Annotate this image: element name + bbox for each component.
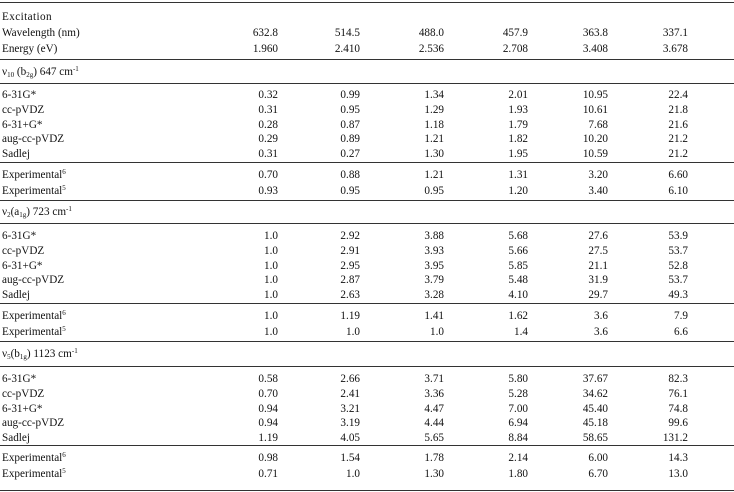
table-cell: 337.1: [662, 27, 688, 39]
row-label-text: Sadlej: [2, 432, 30, 445]
table-title: Excitation: [2, 11, 52, 23]
table-cell: 6.70: [588, 468, 608, 480]
table-cell: 21.2: [668, 148, 688, 161]
theory-row: [0, 147, 734, 161]
wavelength-row: [0, 26, 734, 40]
row-label: [2, 467, 66, 481]
table-cell: 1.0: [264, 230, 278, 242]
table-cell: 5.68: [508, 230, 528, 242]
symmetry-close: ): [26, 348, 34, 360]
experimental-row: [0, 451, 734, 465]
table-cell: 3.71: [424, 373, 444, 385]
unit-exponent: -1: [72, 65, 79, 73]
experimental-row: [0, 309, 734, 323]
table-cell: 7.00: [508, 402, 528, 415]
table-cell: 10.20: [582, 133, 608, 146]
table-cell: 27.6: [588, 230, 608, 242]
mode-index: 2: [7, 211, 11, 219]
table-cell: 1.80: [508, 468, 528, 480]
row-label: [2, 147, 30, 161]
table-cell: 1.20: [508, 185, 528, 197]
table-cell: 2.63: [340, 289, 360, 302]
table-cell: 3.79: [424, 274, 444, 287]
experimental-rule: [0, 162, 734, 163]
theory-row: [0, 88, 734, 102]
row-label-text: 6-31G*: [2, 89, 37, 101]
table-cell: 2.410: [334, 43, 360, 55]
table-cell: 1.34: [424, 89, 444, 101]
table-cell: 1.0: [264, 326, 278, 338]
theory-row: [0, 244, 734, 258]
table-cell: 0.70: [258, 387, 278, 400]
table-cell: 1.0: [264, 244, 278, 257]
table-cell: 0.70: [258, 169, 278, 181]
section-end-rule: [0, 200, 734, 201]
table-cell: 1.0: [264, 274, 278, 287]
row-label: [2, 168, 66, 182]
table-cell: 3.19: [340, 417, 360, 430]
table-cell: 3.95: [424, 259, 444, 272]
table-cell: 0.94: [258, 417, 278, 430]
experimental-row: [0, 467, 734, 481]
table-cell: 4.47: [424, 402, 444, 415]
table-cell: 3.88: [424, 230, 444, 242]
table-cell: 0.87: [340, 118, 360, 131]
experimental-row: [0, 325, 734, 339]
theory-row: [0, 416, 734, 430]
table-cell: 3.28: [424, 289, 444, 302]
mode-frequency: 647 cm: [39, 66, 73, 78]
table-cell: 1.79: [508, 118, 528, 131]
theory-row: [0, 372, 734, 386]
header-rule: [0, 59, 734, 60]
table-cell: 0.99: [340, 89, 360, 101]
table-cell: 363.8: [582, 27, 608, 39]
table-cell: 13.0: [668, 468, 688, 480]
experimental-row: [0, 184, 734, 198]
row-label: [2, 387, 44, 401]
symmetry-label: 1g: [19, 211, 27, 219]
table-cell: 2.536: [418, 43, 444, 55]
table-cell: 0.89: [340, 133, 360, 146]
table-cell: 3.6: [594, 326, 608, 338]
table-cell: 5.66: [508, 244, 528, 257]
table-cell: 0.94: [258, 402, 278, 415]
symmetry-open: (b: [14, 66, 27, 78]
section-mode-label: [2, 64, 79, 80]
row-label-text: aug-cc-pVDZ: [2, 274, 65, 287]
row-label: [2, 244, 44, 258]
symmetry-label: 2g: [26, 71, 34, 79]
row-label: [2, 118, 43, 132]
symmetry-close: ): [33, 66, 40, 78]
table-cell: 2.95: [340, 259, 360, 272]
table-cell: 52.8: [668, 259, 688, 272]
reference-superscript: 6: [62, 309, 66, 317]
symmetry-open: (b: [10, 348, 20, 360]
table-cell: 1.0: [264, 259, 278, 272]
row-label-text: Wavelength (nm): [2, 27, 80, 39]
table-cell: 7.9: [674, 310, 688, 322]
table-cell: 3.40: [588, 185, 608, 197]
table-cell: 49.3: [668, 289, 688, 302]
table-cell: 1.19: [258, 432, 278, 445]
section-end-rule: [0, 341, 734, 342]
table-cell: 0.95: [424, 185, 444, 197]
header-title-row: [0, 10, 734, 24]
table-cell: 2.708: [502, 43, 528, 55]
table-cell: 45.18: [582, 417, 608, 430]
table-cell: 2.92: [340, 230, 360, 242]
table-cell: 4.10: [508, 289, 528, 302]
table-cell: 76.1: [668, 387, 688, 400]
table-cell: 27.5: [588, 244, 608, 257]
table-cell: 1.54: [340, 452, 360, 464]
table-cell: 0.95: [340, 103, 360, 116]
table-cell: 1.0: [346, 468, 360, 480]
row-label-text: aug-cc-pVDZ: [2, 133, 65, 146]
table-cell: 37.67: [582, 373, 608, 385]
top-rule: [0, 2, 734, 3]
mode-symbol: ν: [2, 66, 8, 78]
table-cell: 10.61: [582, 103, 608, 116]
row-label: [2, 416, 64, 430]
table-cell: 21.8: [668, 103, 688, 116]
unit-exponent: -1: [71, 347, 78, 355]
experimental-rule: [0, 445, 734, 446]
row-label: [2, 273, 64, 287]
table-cell: 1.62: [508, 310, 528, 322]
table-cell: 1.18: [424, 118, 444, 131]
table-cell: 2.91: [340, 244, 360, 257]
row-label: [2, 88, 36, 102]
table-cell: 29.7: [588, 289, 608, 302]
theory-row: [0, 288, 734, 302]
theory-row: [0, 132, 734, 146]
table-cell: 0.88: [340, 169, 360, 181]
row-label: [2, 451, 66, 465]
symmetry-open: (a: [10, 206, 20, 218]
row-label-text: cc-pVDZ: [2, 387, 45, 400]
table-cell: 0.31: [258, 103, 278, 116]
theory-row: [0, 431, 734, 445]
table-cell: 6.6: [674, 326, 688, 338]
section-mode-label: [2, 204, 72, 220]
bottom-rule: [0, 490, 734, 491]
energy-row: [0, 42, 734, 56]
table-cell: 1.30: [424, 468, 444, 480]
table-cell: 3.20: [588, 169, 608, 181]
table-cell: 58.65: [582, 432, 608, 445]
row-label: [2, 431, 30, 445]
row-label: [2, 132, 64, 146]
table-cell: 5.65: [424, 432, 444, 445]
row-label: [2, 309, 66, 323]
reference-superscript: 5: [62, 184, 66, 192]
row-label-text: Experimental: [2, 468, 63, 480]
table-cell: 0.31: [258, 148, 278, 161]
table-cell: 74.8: [668, 402, 688, 415]
table-cell: 3.21: [340, 402, 360, 415]
table-cell: 1.82: [508, 133, 528, 146]
row-label-text: Sadlej: [2, 148, 30, 161]
theory-row: [0, 229, 734, 243]
table-cell: 1.93: [508, 103, 528, 116]
row-label-text: cc-pVDZ: [2, 103, 45, 116]
table-cell: 1.0: [264, 289, 278, 302]
section-rule: [0, 366, 734, 367]
table-cell: 6.94: [508, 417, 528, 430]
row-label: [2, 103, 44, 117]
table-cell: 0.27: [340, 148, 360, 161]
table-cell: 1.29: [424, 103, 444, 116]
row-label-text: Sadlej: [2, 289, 30, 302]
table-cell: 1.95: [508, 148, 528, 161]
table-cell: 3.93: [424, 244, 444, 257]
table-cell: 3.678: [662, 43, 688, 55]
row-label-text: 6-31+G*: [2, 118, 43, 131]
table-cell: 5.48: [508, 274, 528, 287]
theory-row: [0, 387, 734, 401]
reference-superscript: 5: [62, 467, 66, 475]
table-cell: 21.6: [668, 118, 688, 131]
table-cell: 1.31: [508, 169, 528, 181]
table-cell: 6.60: [668, 169, 688, 181]
table-cell: 34.62: [582, 387, 608, 400]
table-cell: 457.9: [502, 27, 528, 39]
table-cell: 1.21: [424, 133, 444, 146]
table-cell: 6.00: [588, 452, 608, 464]
table-cell: 514.5: [334, 27, 360, 39]
table-cell: 4.05: [340, 432, 360, 445]
row-label-text: Experimental: [2, 452, 63, 464]
mode-symbol: ν: [2, 206, 8, 218]
table-cell: 10.95: [582, 89, 608, 101]
table-cell: 1.41: [424, 310, 444, 322]
table-cell: 6.10: [668, 185, 688, 197]
table-cell: 488.0: [418, 27, 444, 39]
row-label-text: Experimental: [2, 169, 63, 181]
reference-superscript: 5: [62, 325, 66, 333]
table-cell: 21.2: [668, 133, 688, 146]
table-cell: 1.0: [346, 326, 360, 338]
row-label: [2, 325, 66, 339]
table-cell: 0.95: [340, 185, 360, 197]
table-cell: 82.3: [668, 373, 688, 385]
table-cell: 2.01: [508, 89, 528, 101]
section-mode-label: [2, 346, 78, 362]
table-cell: 0.32: [258, 89, 278, 101]
table-cell: 1.4: [514, 326, 528, 338]
table-cell: 10.59: [582, 148, 608, 161]
table-cell: 2.66: [340, 373, 360, 385]
reference-superscript: 6: [62, 168, 66, 176]
table-cell: 4.44: [424, 417, 444, 430]
table-cell: 2.14: [508, 452, 528, 464]
table-cell: 31.9: [588, 274, 608, 287]
table-cell: 8.84: [508, 432, 528, 445]
table-cell: 5.85: [508, 259, 528, 272]
table-cell: 0.28: [258, 118, 278, 131]
row-label-text: 6-31G*: [2, 373, 37, 385]
row-label: [2, 26, 80, 40]
table-cell: 3.408: [582, 43, 608, 55]
table-cell: 2.41: [340, 387, 360, 400]
mode-index: 5: [7, 353, 11, 361]
table-cell: 7.68: [588, 118, 608, 131]
table-cell: 0.98: [258, 452, 278, 464]
table-cell: 5.28: [508, 387, 528, 400]
theory-row: [0, 402, 734, 416]
experimental-row: [0, 168, 734, 182]
unit-exponent: -1: [66, 205, 72, 213]
table-cell: 0.29: [258, 133, 278, 146]
row-label-text: 6-31+G*: [2, 259, 43, 272]
table-cell: 131.2: [662, 432, 688, 445]
row-label: [2, 229, 36, 243]
row-label: [2, 259, 43, 273]
theory-row: [0, 273, 734, 287]
row-label: [2, 288, 30, 302]
table-cell: 53.7: [668, 244, 688, 257]
table-cell: 53.9: [668, 230, 688, 242]
table-cell: 1.21: [424, 169, 444, 181]
row-label-text: 6-31G*: [2, 230, 37, 242]
table-cell: 53.7: [668, 274, 688, 287]
table-cell: 1.0: [430, 326, 444, 338]
row-label: [2, 42, 57, 56]
table-cell: 5.80: [508, 373, 528, 385]
table-cell: 21.1: [588, 259, 608, 272]
row-label: [2, 402, 43, 416]
table-cell: 2.87: [340, 274, 360, 287]
symmetry-label: 1g: [19, 353, 27, 361]
row-label: [2, 184, 66, 198]
table-cell: 0.93: [258, 185, 278, 197]
theory-row: [0, 118, 734, 132]
table-cell: 1.19: [340, 310, 360, 322]
table-cell: 632.8: [252, 27, 278, 39]
table-cell: 1.0: [264, 310, 278, 322]
table-cell: 0.71: [258, 468, 278, 480]
table-cell: 45.40: [582, 402, 608, 415]
theory-row: [0, 103, 734, 117]
table-cell: 3.36: [424, 387, 444, 400]
row-label-text: 6-31+G*: [2, 402, 43, 415]
row-label-text: Experimental: [2, 310, 63, 322]
section-rule: [0, 83, 734, 84]
table-cell: 1.78: [424, 452, 444, 464]
mode-index: 10: [7, 71, 15, 79]
table-cell: 99.6: [668, 417, 688, 430]
row-label-text: cc-pVDZ: [2, 244, 45, 257]
table-cell: 1.30: [424, 148, 444, 161]
mode-frequency: 1123 cm: [33, 348, 72, 360]
row-label-text: Experimental: [2, 185, 63, 197]
row-label: [2, 372, 36, 386]
table-cell: 0.58: [258, 373, 278, 385]
section-rule: [0, 223, 734, 224]
row-label-text: Energy (eV): [2, 43, 58, 55]
theory-row: [0, 259, 734, 273]
experimental-rule: [0, 303, 734, 304]
row-label-text: aug-cc-pVDZ: [2, 417, 65, 430]
table-cell: 3.6: [594, 310, 608, 322]
symmetry-close: ): [26, 206, 33, 218]
table-cell: 22.4: [668, 89, 688, 101]
row-label-text: Experimental: [2, 326, 63, 338]
reference-superscript: 6: [62, 451, 66, 459]
mode-frequency: 723 cm: [32, 206, 67, 218]
table-cell: 1.960: [252, 43, 278, 55]
mode-symbol: ν: [2, 348, 8, 360]
table-cell: 14.3: [668, 452, 688, 464]
